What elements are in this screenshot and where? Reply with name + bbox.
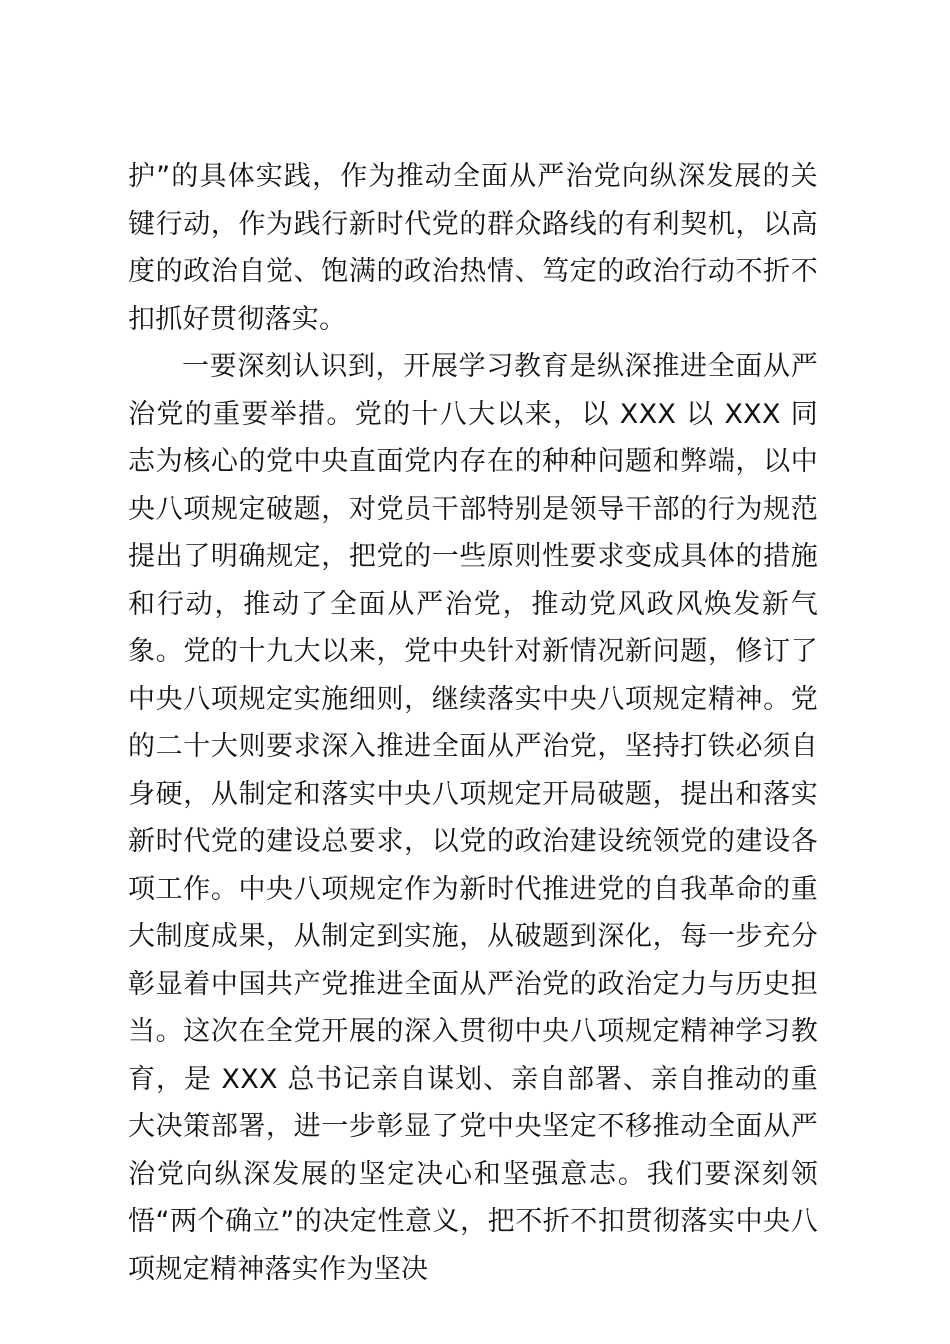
paragraph-continuation: 护”的具体实践，作为推动全面从严治党向纵深发展的关键行动，作为践行新时代党的群众路线的有利契机，以高度的政治自觉、饱满的政治热情、笃定的政治行动不折不扣抓好贯彻落实。 bbox=[128, 161, 818, 335]
document-body bbox=[128, 153, 818, 1293]
paragraph-first-point: 一要深刻认识到，开展学习教育是纵深推进全面从严治党的重要举措。党的十八大以来，以 XXX 以 XXX 同志为核心的党中央直面党内存在的种种问题和弊端，以中央八项规定破题，对党员干部特别是领导干部的行为规范提出了明确规定，把党的一些原则性要求变成具体的措施和行动，推动了全面从严治党，推动党风政风焕发新气象。党的十九大以来，党中央针对新情况新问题，修订了中央八项规定实施细则，继续落实中央八项规定精神。党的二十大则要求深入推进全面从严治党，坚持打铁必须自身硬，从制定和落实中央八项规定开局破题，提出和落实新时代党的建设总要求，以党的政治建设统领党的建设各项工作。中央八项规定作为新时代推进党的自我革命的重大制度成果，从制定到实施，从破题到深化，每一步充分彰显着中国共产党推进全面从严治党的政治定力与历史担当。这次在全党开展的深入贯彻中央八项规定精神学习教育，是 XXX 总书记亲自谋划、亲自部署、亲自推动的重大决策部署，进一步彰显了党中央坚定不移推动全面从严治党向纵深发展的坚定决心和坚强意志。我们要深刻领悟“两个确立”的决定性意义，把不折不扣贯彻落实中央八项规定精神落实作为坚决 bbox=[128, 351, 818, 1285]
